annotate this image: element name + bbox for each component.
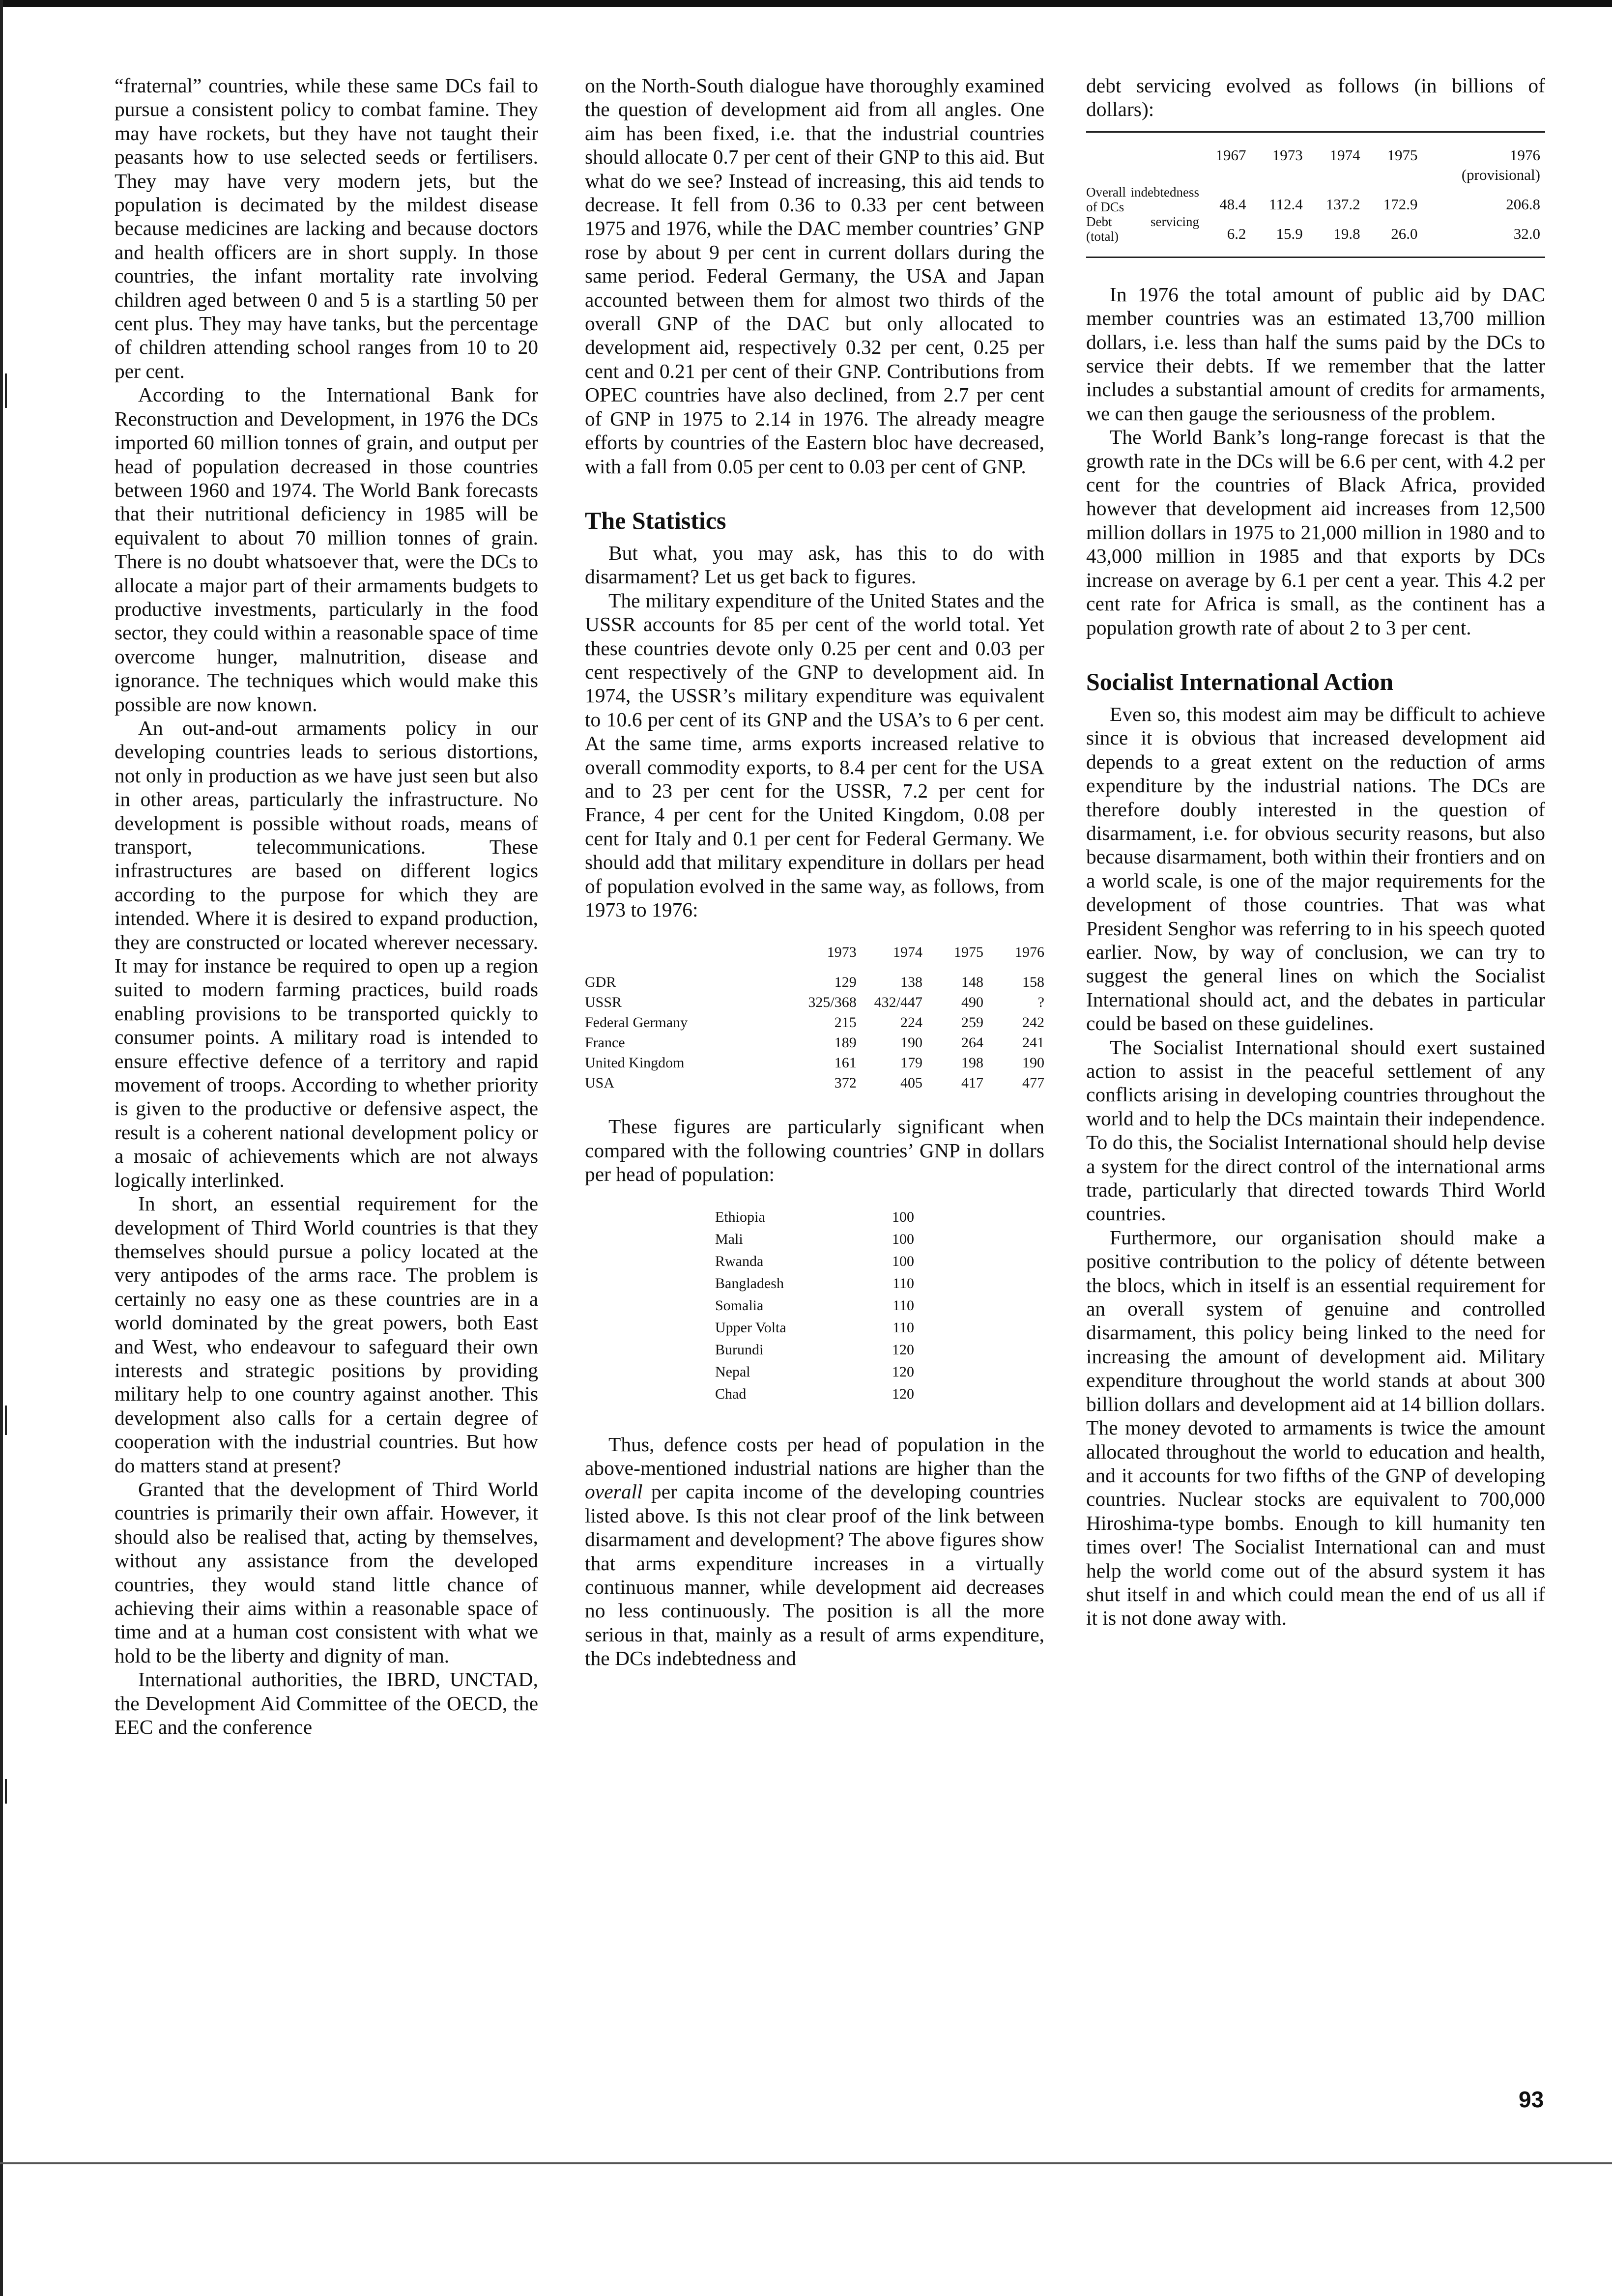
table-header-row xyxy=(585,942,1044,962)
table-cell: 110 xyxy=(892,1319,914,1336)
table-cell: 6.2 xyxy=(1227,225,1246,242)
paragraph: The World Bank’s long-range forecast is that the growth rate in the DCs will be 6.6 per cent, with 4.2 per cent for the countries of Black Africa, provided however that development aid increases from 12,500 million dollars in 1975 to 21,000 million in 1980 and to 43,000 million in 1985 and that exports by DCs increase on average by 6.1 per cent a year. This 4.2 per cent rate for Africa is small, as the continent has a population growth rate of about 2 to 3 per cent. xyxy=(1086,426,1545,639)
table-row xyxy=(715,1228,914,1250)
column-2 xyxy=(585,74,1044,1670)
emphasis-overall: overall xyxy=(585,1480,643,1503)
table-cell: 26.0 xyxy=(1391,225,1418,242)
table-cell: 15.9 xyxy=(1276,225,1303,242)
table-cell: 138 xyxy=(900,974,923,991)
table-cell: 148 xyxy=(961,974,983,991)
table-row xyxy=(585,1012,1044,1033)
table-cell: Upper Volta xyxy=(715,1319,786,1336)
table-header-cell: 1974 xyxy=(1329,146,1360,164)
table-cell: Somalia xyxy=(715,1297,764,1314)
table-cell: 432/447 xyxy=(874,994,923,1011)
table-row xyxy=(585,1033,1044,1053)
paragraph: debt servicing evolved as follows (in billions of dollars): xyxy=(1086,74,1545,121)
top-rule xyxy=(0,0,1612,7)
margin-mark xyxy=(5,1779,7,1804)
table-cell: 189 xyxy=(834,1034,857,1051)
paragraph: In short, an essential requirement for the development of Third World countries is that they themselves should pursue a policy located at the very antipodes of the arms race. The problem is certainly no easy one as these countries are in a world dominated by the great powers, both East and West, who endeavour to safeguard their own interests and strategic positions by providing military help to one country against another. This development also calls for a certain degree of cooperation with the industrial countries. But how do matters stand at present? xyxy=(115,1192,538,1477)
paragraph: According to the International Bank for Reconstruction and Development, in 1976 the DCs imported 60 million tonnes of grain, and output per head of population decreased in those countries between 1960 and 1974. The World Bank forecasts that their nutritional deficiency in 1985 will be equivalent to about 70 million tonnes of grain. There is no doubt whatsoever that, were the DCs to allocate a major part of their armaments budgets to productive investments, particularly in the food sector, they could within a reasonable space of time overcome hunger, malnutrition, disease and ignorance. The techniques which would make this possible are now known. xyxy=(115,383,538,716)
page-number: 93 xyxy=(1519,2087,1544,2112)
table-cell: 405 xyxy=(900,1075,923,1091)
table-cell: 120 xyxy=(892,1385,914,1402)
table-cell: France xyxy=(585,1034,625,1051)
table-header-cell: 1975 xyxy=(953,944,983,961)
table-cell: Burundi xyxy=(715,1341,764,1358)
paragraph: Granted that the development of Third World countries is primarily their own affair. However, it should also be realised that, acting by themselves, without any assistance from the developed countries, they would stand little chance of achieving their aims within a reasonable space of time and at a human cost consistent with what we hold to be the liberty and dignity of man. xyxy=(115,1477,538,1667)
military-expenditure-table xyxy=(585,942,1044,1093)
table-cell: 490 xyxy=(961,994,983,1011)
table-header-row xyxy=(1086,145,1545,165)
margin-mark xyxy=(5,373,7,408)
paragraph: The military expenditure of the United States and the USSR accounts for 85 per cent of the world total. Yet these countries devote only 0.25 per cent and 0.03 per cent respectively of the GNP to development aid. In 1974, the USSR’s military expenditure was equivalent to 10.6 per cent of its GNP and the USA’s to 6 per cent. At the same time, arms exports increased relative to overall commodity exports, to 8.4 per cent for the USA and to 23 per cent for the USSR, 7.2 per cent for France, 4 per cent for the United Kingdom, 0.08 per cent for Italy and 0.1 per cent for Federal Germany. We should add that military expenditure in dollars per head of population evolved in the same way, as follows, from 1973 to 1976: xyxy=(585,589,1044,921)
table-header-cell: 1973 xyxy=(1272,146,1303,164)
table-cell: ? xyxy=(1037,994,1044,1011)
text-run: per capita income of the developing countries listed above. Is this not clear proof of the link between disarmament and development? The above figures show that arms expenditure increases in a virtually continuous manner, while development aid decreases no less continuously. The position is all the more serious in that, mainly as a result of arms expenditure, the DCs indebtedness and xyxy=(585,1480,1045,1670)
paragraph: Furthermore, our organisation should make a positive contribution to the policy of détente between the blocs, which in itself is an essential requirement for an overall system of genuine and controlled disarmament, this policy being linked to the need for increasing the amount of development aid. Military expenditure throughout the world stands at about 300 billion dollars and development aid at 14 billion dollars. The money devoted to armaments is twice the amount allocated throughout the world to education and health, and it accounts for two fifths of the GNP of developing countries. Nuclear stocks are equivalent to 700,000 Hiroshima-type bombs. Enough to kill humanity ten times over! The Socialist International can and must help the world come out of the absurd system it has shut itself in and which could mean the end of us all if it is not done away with. xyxy=(1086,1226,1545,1630)
table-cell: Nepal xyxy=(715,1363,750,1380)
table-cell: Overall indebtedness of DCs xyxy=(1086,184,1199,214)
table-cell: 325/368 xyxy=(808,994,857,1011)
bottom-rule xyxy=(0,2162,1612,2164)
paragraph: International authorities, the IBRD, UNCTAD, the Development Aid Committee of the OECD, the EEC and the conference xyxy=(115,1668,538,1739)
table-row xyxy=(715,1250,914,1272)
table-header-cell: 1976 xyxy=(1510,146,1540,164)
table-cell: Federal Germany xyxy=(585,1014,688,1031)
table-cell: 110 xyxy=(892,1297,914,1314)
paragraph: Even so, this modest aim may be difficult to achieve since it is obvious that increased development aid depends to a great extent on the reduction of arms expenditure by the industrial nations. The DCs are therefore doubly interested in the question of disarmament, i.e. for obvious security reasons, but also because disarmament, both within their frontiers and on a world scale, is one of the major requirements for the development of those countries. That was what President Senghor was referring to in his speech quoted earlier. Now, by way of conclusion, we can try to suggest the general lines on which the Socialist International should act, and the debates in particular could be based on these guidelines. xyxy=(1086,702,1545,1035)
table-cell: Ethiopia xyxy=(715,1208,765,1225)
table-cell: United Kingdom xyxy=(585,1055,685,1071)
table-cell: 161 xyxy=(834,1055,857,1071)
column-1 xyxy=(115,74,538,1739)
table-cell: 158 xyxy=(1022,974,1044,991)
paragraph xyxy=(585,1433,1044,1670)
table-cell: 112.4 xyxy=(1269,195,1303,213)
table-cell: 417 xyxy=(961,1075,983,1091)
table-row xyxy=(585,1053,1044,1073)
provisional-note: (provisional) xyxy=(1461,166,1540,183)
table-header-cell: 1976 xyxy=(1015,944,1044,961)
table-cell: 259 xyxy=(961,1014,983,1031)
table-row xyxy=(715,1294,914,1317)
table-header-cell: 1975 xyxy=(1387,146,1418,164)
debt-table xyxy=(1086,131,1545,258)
table-cell: 477 xyxy=(1022,1075,1044,1091)
table-cell: 120 xyxy=(892,1341,914,1358)
table-cell: 32.0 xyxy=(1513,225,1540,242)
table-cell: 110 xyxy=(892,1275,914,1292)
table-row xyxy=(1086,214,1545,244)
table-cell: 48.4 xyxy=(1219,195,1246,213)
section-heading-socialist-international-action: Socialist International Action xyxy=(1086,667,1394,695)
table-header-cell: 1974 xyxy=(893,944,923,961)
table-cell: 224 xyxy=(900,1014,923,1031)
table-cell: 242 xyxy=(1022,1014,1044,1031)
table-header-cell: 1967 xyxy=(1215,146,1246,164)
paragraph: The Socialist International should exert sustained action to assist in the peaceful settlement of any conflicts arising in developing countries throughout the world and to help the DCs maintain their independence. To do this, the Socialist International should help devise a system for the direct control of the international arms trade, particularly that directed towards Third World countries. xyxy=(1086,1035,1545,1225)
column-3 xyxy=(1086,74,1545,1630)
paragraph: on the North-South dialogue have thoroughly examined the question of development aid from all angles. One aim has been fixed, i.e. that the industrial countries should allocate 0.7 per cent of their GNP to this aid. But what do we see? Instead of increasing, this aid tends to decrease. It fell from 0.36 to 0.33 per cent between 1975 and 1976, while the DAC member countries’ GNP rose by about 9 per cent in current dollars during the same period. Federal Germany, the USA and Japan accounted between them for almost two thirds of the overall GNP of the DAC but only allocated to development aid, respectively 0.32 per cent, 0.25 per cent and 0.21 per cent of their GNP. Contributions from OPEC countries have also declined, from 2.7 per cent of GNP in 1975 to 2.14 in 1976. The already meagre efforts by countries of the Eastern bloc have decreased, with a fall from 0.05 per cent to 0.03 per cent of GNP. xyxy=(585,74,1044,478)
table-row xyxy=(1086,185,1545,214)
paragraph: In 1976 the total amount of public aid by DAC member countries was an estimated 13,700 million dollars, i.e. less than half the sums paid by the DCs to service their debts. If we remember that the latter includes a substantial amount of credits for armaments, we can then gauge the seriousness of the problem. xyxy=(1086,283,1545,425)
text-run: Thus, defence costs per head of population in the above-mentioned industrial nations are higher than the xyxy=(585,1433,1044,1480)
table-cell: 215 xyxy=(834,1014,857,1031)
table-header-cell: 1973 xyxy=(827,944,857,961)
table-row xyxy=(585,972,1044,992)
table-cell: 100 xyxy=(892,1253,914,1269)
table-cell: Mali xyxy=(715,1231,743,1247)
table-cell: USSR xyxy=(585,994,622,1011)
table-cell: 264 xyxy=(961,1034,983,1051)
table-cell: 179 xyxy=(900,1055,923,1071)
table-cell: Chad xyxy=(715,1385,747,1402)
table-cell: Rwanda xyxy=(715,1253,764,1269)
table-cell: 19.8 xyxy=(1333,225,1360,242)
table-cell: 100 xyxy=(892,1208,914,1225)
paragraph: But what, you may ask, has this to do with disarmament? Let us get back to figures. xyxy=(585,541,1044,588)
table-cell: USA xyxy=(585,1075,615,1091)
table-cell: Bangladesh xyxy=(715,1275,784,1292)
section-heading-statistics: The Statistics xyxy=(585,506,726,534)
table-cell: 241 xyxy=(1022,1034,1044,1051)
table-cell: 198 xyxy=(961,1055,983,1071)
table-cell: 137.2 xyxy=(1325,195,1360,213)
table-cell: 190 xyxy=(900,1034,923,1051)
page-edge xyxy=(0,0,3,2296)
table-cell: 206.8 xyxy=(1506,195,1540,213)
table-cell: Debt servicing (total) xyxy=(1086,214,1199,244)
table-cell: 100 xyxy=(892,1231,914,1247)
table-row xyxy=(715,1317,914,1339)
table-row xyxy=(715,1272,914,1294)
table-cell: 129 xyxy=(834,974,857,991)
table-row xyxy=(715,1206,914,1228)
table-row xyxy=(715,1383,914,1405)
table-cell: 120 xyxy=(892,1363,914,1380)
table-row xyxy=(585,1073,1044,1093)
table-cell: GDR xyxy=(585,974,616,991)
gnp-per-head-table xyxy=(715,1206,914,1405)
table-row xyxy=(715,1361,914,1383)
table-cell: 190 xyxy=(1022,1055,1044,1071)
table-row xyxy=(715,1339,914,1361)
table-cell: 172.9 xyxy=(1383,195,1418,213)
paragraph: An out-and-out armaments policy in our developing countries leads to serious distortions, not only in production as we have just seen but also in other areas, particularly the infrastructure. No development is possible without roads, means of transport, telecommunications. These infrastructures are based on different logics according to the purpose for which they are intended. Where it is desired to expand production, they are constructed or located wherever necessary. It may for instance be required to open up a region suited to modern farming practices, build roads enabling provisions to be transported quickly to consumer points. A military road is intended to ensure effective defence of a territory and rapid movement of troops. According to whether priority is given to the productive or defensive aspect, the result is a coherent national development policy or a mosaic of achievements which are not always logically interlinked. xyxy=(115,716,538,1191)
table-cell: 372 xyxy=(834,1075,857,1091)
table-row xyxy=(585,992,1044,1012)
margin-mark xyxy=(5,1406,7,1435)
paragraph: “fraternal” countries, while these same DCs fail to pursue a consistent policy to combat famine. They may have rockets, but they have not taught their peasants how to use selected seeds or fertilisers. They may have very modern jets, but the population is decimated by the mildest disease because medicines are lacking and because doctors and health officers are in short supply. In those countries, the infant mortality rate involving children aged between 0 and 5 is a startling 50 per cent plus. They may have tanks, but the percentage of children attending school ranges from 10 to 20 per cent. xyxy=(115,74,538,382)
paragraph: These figures are particularly significant when compared with the following countries’ GNP in dollars per head of population: xyxy=(585,1115,1044,1186)
